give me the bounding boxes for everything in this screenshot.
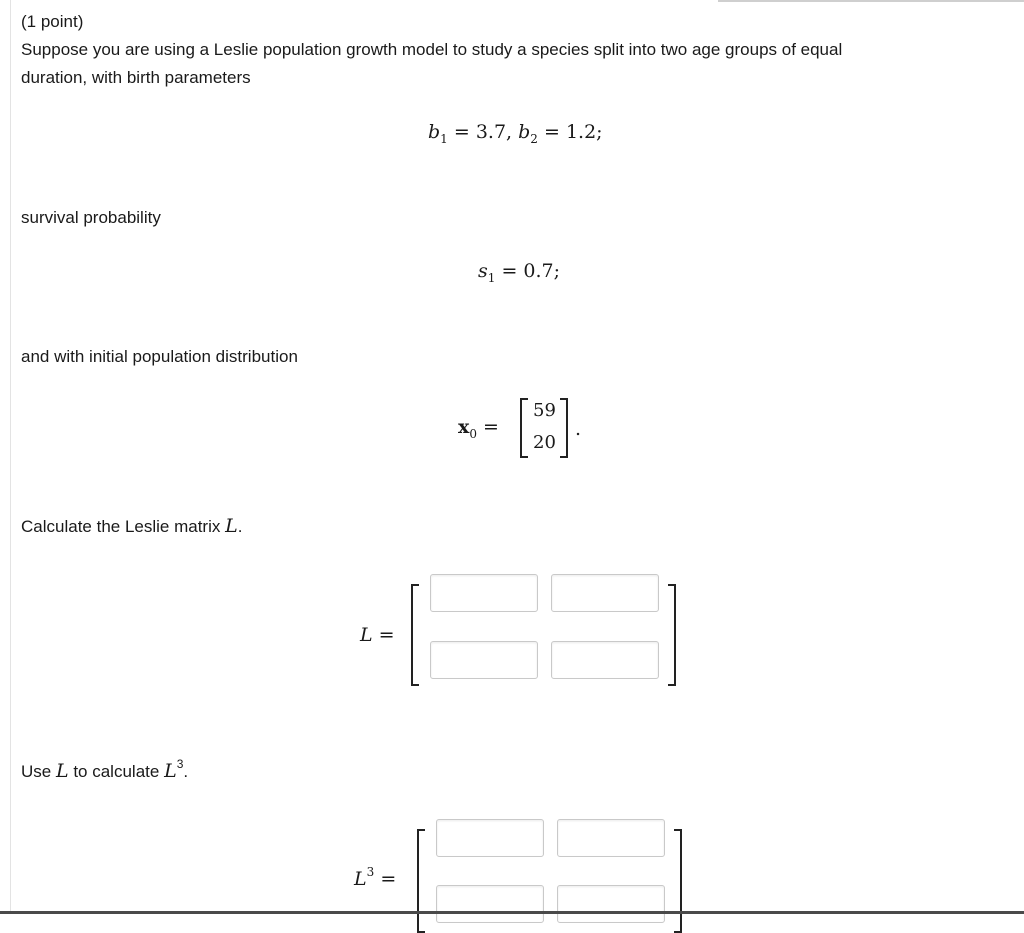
x0-symbol-group: $x_0$ = <box>458 416 499 441</box>
use-L-symbol: L <box>55 760 69 782</box>
use-L3-exponent: 3 <box>176 757 184 771</box>
use-L3-symbol: L <box>164 760 177 782</box>
survival-label: survival probability <box>21 208 161 227</box>
top-border <box>718 0 1024 2</box>
x0-equals: = <box>483 416 499 438</box>
x0-symbol: x <box>458 416 470 438</box>
L-left-bracket <box>411 584 419 686</box>
x0-right-bracket <box>560 398 568 458</box>
calc-leslie-period: . <box>237 517 243 536</box>
x0-period: . <box>575 418 582 440</box>
left-border <box>10 0 11 914</box>
b2-value: = 1.2; <box>543 121 603 143</box>
L-entry-1-2[interactable] <box>551 574 659 612</box>
L-entry-1-1[interactable] <box>430 574 538 612</box>
intro-line-2: duration, with birth parameters <box>21 68 251 87</box>
calc-leslie-symbol: L <box>225 515 238 537</box>
birth-parameters: $b_1 = 3.7$, $b_2 = 1.2$; <box>428 121 603 146</box>
use-text-a: Use <box>21 762 52 781</box>
survival-parameter: $s_1 = 0.7$; <box>478 260 561 285</box>
use-text-b: to calculate <box>73 762 160 781</box>
use-L-line <box>21 757 188 787</box>
L3-entry-1-2[interactable] <box>557 819 665 857</box>
L3-entry-2-2[interactable] <box>557 885 665 923</box>
initial-distribution-label: and with initial population distribution <box>21 347 298 366</box>
calc-leslie-line <box>21 512 242 541</box>
b1-value: = 3.7, <box>453 121 513 143</box>
L-right-bracket <box>668 584 676 686</box>
L-entry-2-2[interactable] <box>551 641 659 679</box>
L3-entry-2-1[interactable] <box>436 885 544 923</box>
L-symbol: L <box>360 624 373 646</box>
x0-value-1: 59 <box>533 400 556 421</box>
L3-symbol: L <box>354 868 367 890</box>
x0-value-2: 20 <box>533 432 556 453</box>
b1-symbol: b <box>428 121 441 143</box>
L3-equals: = <box>380 868 397 890</box>
b2-symbol: b <box>518 121 531 143</box>
L-entry-2-1[interactable] <box>430 641 538 679</box>
calc-leslie-text: Calculate the Leslie matrix <box>21 517 221 536</box>
L3-entry-1-1[interactable] <box>436 819 544 857</box>
L3-left-bracket <box>417 829 425 933</box>
s1-value: = 0.7; <box>501 260 561 282</box>
L-label <box>360 624 395 646</box>
points-label: (1 point) <box>21 12 84 31</box>
L3-exponent: 3 <box>366 865 375 879</box>
L3-label <box>354 865 397 890</box>
use-period: . <box>183 762 189 781</box>
intro-line-1: Suppose you are using a Leslie population growth model to study a species split into two age groups of equal <box>21 40 843 59</box>
x0-left-bracket <box>520 398 528 458</box>
s1-symbol: s <box>478 260 488 282</box>
L-equals: = <box>378 624 395 646</box>
L3-right-bracket <box>674 829 682 933</box>
